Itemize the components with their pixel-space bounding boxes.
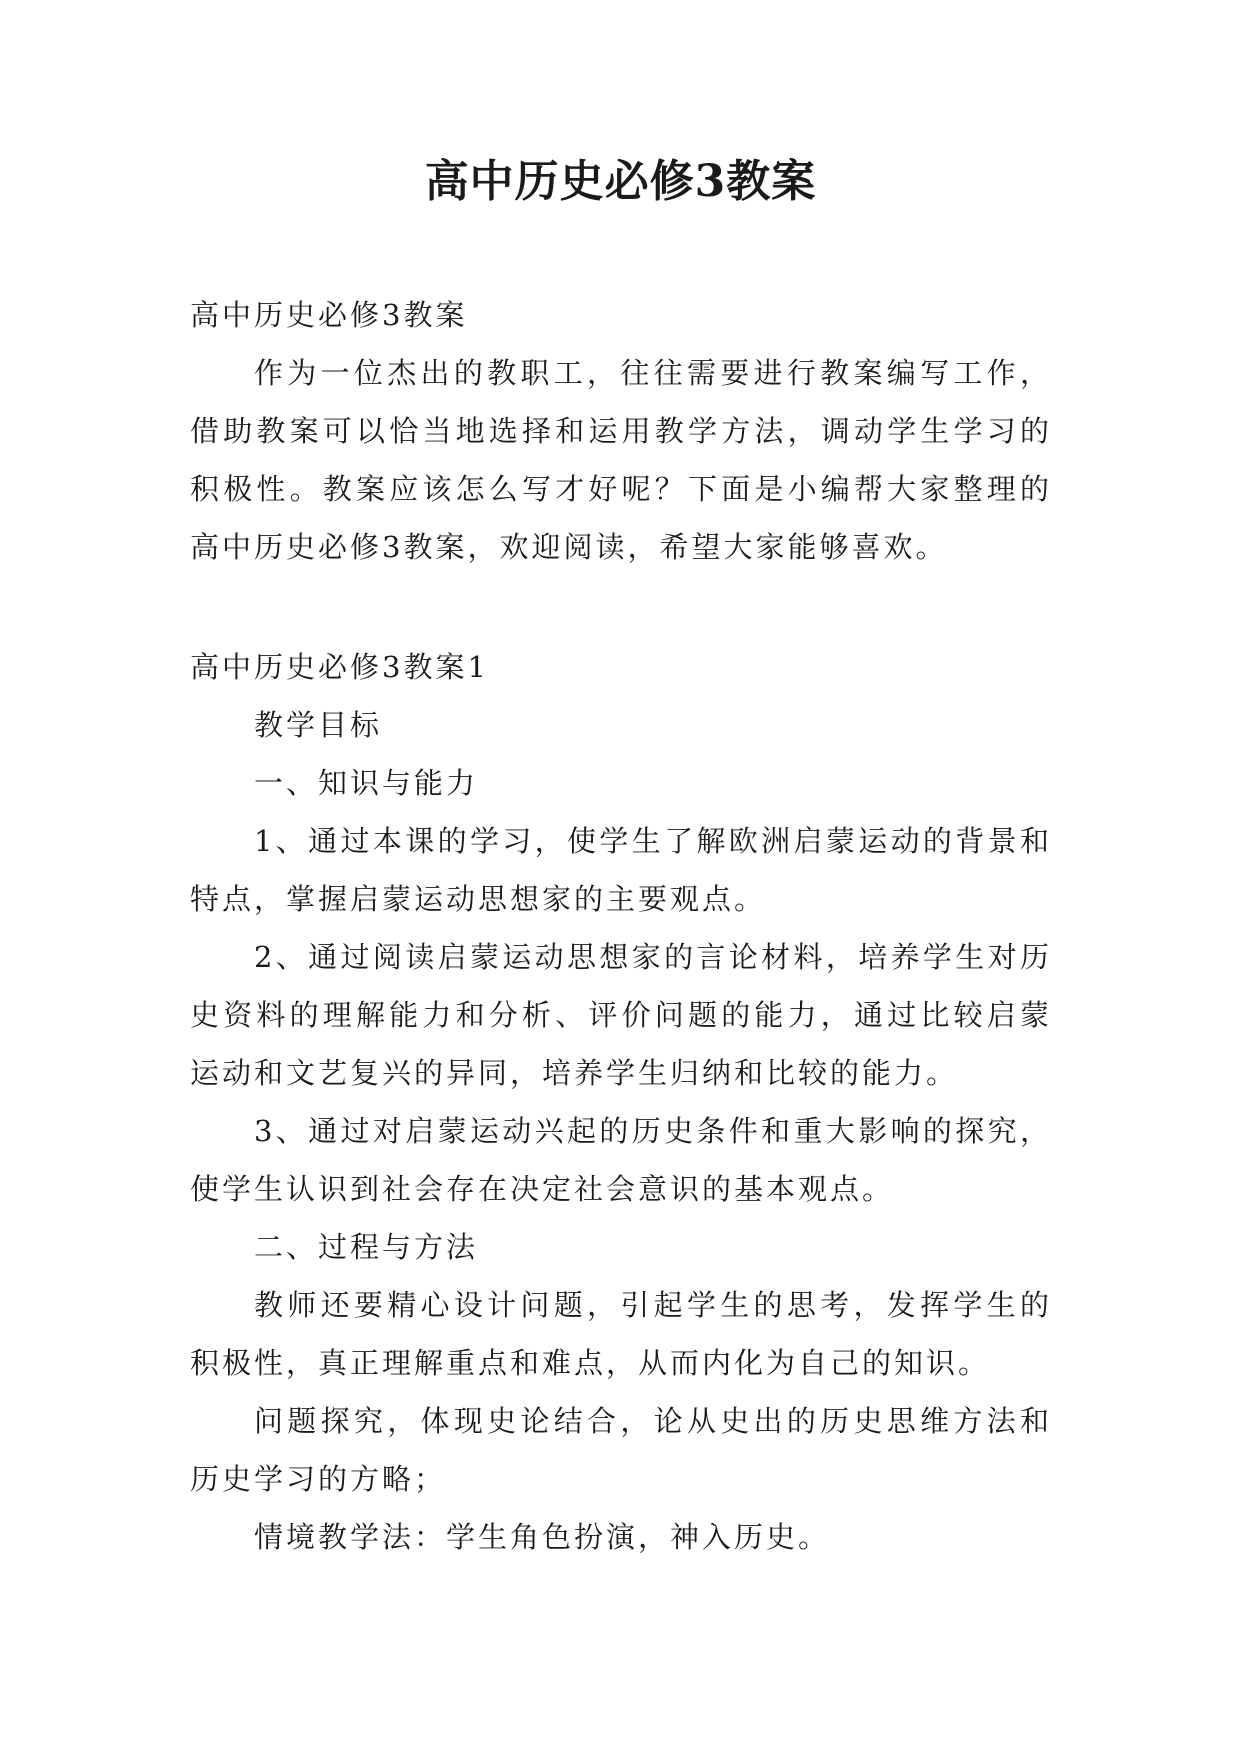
document-title: 高中历史必修3教案	[424, 156, 817, 207]
intro-block	[190, 286, 1052, 576]
section-1-block	[190, 638, 1052, 1566]
objective-item-2: 2、通过阅读启蒙运动思想家的言论材料，培养学生对历史资料的理解能力和分析、评价问题的能力，通过比较启蒙运动和文艺复兴的异同，培养学生归纳和比较的能力。	[190, 940, 1052, 1090]
knowledge-ability-heading: 一、知识与能力	[254, 766, 479, 800]
process-method-heading: 二、过程与方法	[254, 1230, 479, 1264]
intro-paragraph: 作为一位杰出的教职工，往往需要进行教案编写工作，借助教案可以恰当地选择和运用教学方法，调动学生学习的积极性。教案应该怎么写才好呢？下面是小编帮大家整理的高中历史必修3教案，欢迎阅读，希望大家能够喜欢。	[190, 356, 1052, 564]
objective-item-3: 3、通过对启蒙运动兴起的历史条件和重大影响的探究，使学生认识到社会存在决定社会意识的基本观点。	[190, 1114, 1052, 1206]
process-method-paragraph-2: 问题探究，体现史论结合，论从史出的历史思维方法和历史学习的方略；	[190, 1404, 1052, 1496]
intro-heading: 高中历史必修3教案	[190, 298, 468, 332]
teaching-objectives-heading: 教学目标	[254, 708, 383, 742]
objective-item-1: 1、通过本课的学习，使学生了解欧洲启蒙运动的背景和特点，掌握启蒙运动思想家的主要观点。	[190, 824, 1052, 916]
section-1-heading: 高中历史必修3教案1	[190, 650, 489, 684]
process-method-paragraph-1: 教师还要精心设计问题，引起学生的思考，发挥学生的积极性，真正理解重点和难点，从而内化为自己的知识。	[190, 1288, 1052, 1380]
process-method-paragraph-3: 情境教学法：学生角色扮演，神入历史。	[254, 1520, 831, 1554]
